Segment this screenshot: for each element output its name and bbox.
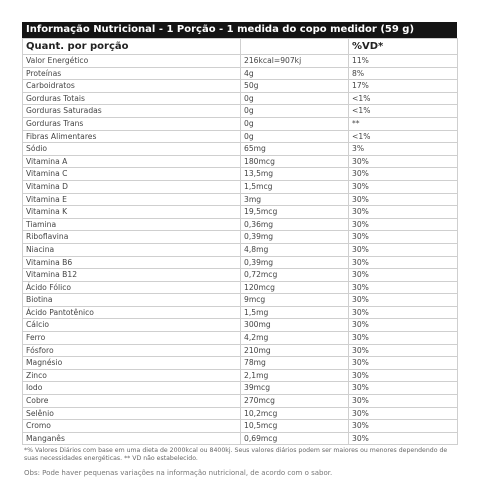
nutrient-name: Vitamina D [23, 180, 241, 193]
table-row [23, 256, 458, 269]
nutrient-name: Cálcio [23, 319, 241, 332]
nutrient-name: Ácido Fólico [23, 281, 241, 294]
nutrient-name: Vitamina C [23, 168, 241, 181]
nutrient-quantity: 216kcal=907kj [241, 55, 349, 68]
nutrient-quantity: 180mcg [241, 155, 349, 168]
nutrient-quantity: 78mg [241, 357, 349, 370]
nutrient-name: Gorduras Saturadas [23, 105, 241, 118]
nutrient-quantity: 0,36mg [241, 218, 349, 231]
nutrient-name: Riboflavina [23, 231, 241, 244]
nutrient-daily-value: 11% [349, 55, 458, 68]
nutrient-daily-value: 30% [349, 231, 458, 244]
header-serving-quantity: Quant. por porção [23, 39, 241, 55]
nutrient-quantity: 50g [241, 80, 349, 93]
nutrient-name: Cromo [23, 420, 241, 433]
nutrient-quantity: 120mcg [241, 281, 349, 294]
nutrient-daily-value: 30% [349, 407, 458, 420]
nutrient-name: Manganês [23, 432, 241, 445]
nutrient-daily-value: 30% [349, 319, 458, 332]
nutrient-quantity: 13,5mg [241, 168, 349, 181]
table-row [23, 269, 458, 282]
nutrient-quantity: 300mg [241, 319, 349, 332]
nutrient-daily-value: 30% [349, 369, 458, 382]
nutrient-quantity: 0g [241, 105, 349, 118]
table-row [23, 294, 458, 307]
nutrient-name: Vitamina B6 [23, 256, 241, 269]
nutrient-name: Gorduras Trans [23, 117, 241, 130]
nutrient-name: Selênio [23, 407, 241, 420]
table-row [23, 206, 458, 219]
table-row [23, 243, 458, 256]
nutrient-daily-value: 30% [349, 193, 458, 206]
table-row [23, 357, 458, 370]
nutrient-quantity: 4,8mg [241, 243, 349, 256]
nutrient-daily-value: 8% [349, 67, 458, 80]
nutrient-daily-value: 30% [349, 218, 458, 231]
nutrient-name: Ferro [23, 332, 241, 345]
table-row [23, 218, 458, 231]
nutrient-name: Vitamina E [23, 193, 241, 206]
nutrient-quantity: 1,5mcg [241, 180, 349, 193]
nutrient-name: Magnésio [23, 357, 241, 370]
table-row [23, 67, 458, 80]
nutrition-table [22, 38, 458, 445]
nutrient-quantity: 210mg [241, 344, 349, 357]
nutrient-name: Vitamina B12 [23, 269, 241, 282]
nutrient-daily-value: 30% [349, 155, 458, 168]
nutrient-quantity: 65mg [241, 143, 349, 156]
table-row [23, 155, 458, 168]
nutrient-daily-value: 17% [349, 80, 458, 93]
nutrient-name: Tiamina [23, 218, 241, 231]
table-row [23, 80, 458, 93]
nutrient-quantity: 0g [241, 92, 349, 105]
nutrient-quantity: 0g [241, 130, 349, 143]
table-row [23, 432, 458, 445]
nutrient-name: Iodo [23, 382, 241, 395]
nutrient-quantity: 2,1mg [241, 369, 349, 382]
table-row [23, 193, 458, 206]
nutrient-daily-value: 30% [349, 420, 458, 433]
nutrient-quantity: 19,5mcg [241, 206, 349, 219]
footnote: *% Valores Diários com base em uma dieta de 2000kcal ou 8400kj. Seus valores diários podem ser maiores ou menores dependendo de suas necessidades energéticas. ** VD não estabelecido. [24, 447, 448, 463]
table-row [23, 369, 458, 382]
table-row [23, 319, 458, 332]
nutrient-name: Ácido Pantotênico [23, 306, 241, 319]
nutrient-quantity: 4g [241, 67, 349, 80]
nutrient-quantity: 0,69mcg [241, 432, 349, 445]
header-daily-value: %VD* [349, 39, 458, 55]
nutrient-quantity: 39mcg [241, 382, 349, 395]
nutrient-name: Gorduras Totais [23, 92, 241, 105]
nutrient-quantity: 10,2mcg [241, 407, 349, 420]
table-row [23, 344, 458, 357]
nutrient-daily-value: <1% [349, 92, 458, 105]
observation-note: Obs: Pode haver pequenas variações na informação nutricional, de acordo com o sabor. [24, 469, 333, 478]
nutrient-name: Biotina [23, 294, 241, 307]
table-row [23, 420, 458, 433]
nutrient-daily-value: 30% [349, 357, 458, 370]
table-row [23, 382, 458, 395]
table-row [23, 407, 458, 420]
nutrient-name: Cobre [23, 395, 241, 408]
nutrient-name: Vitamina A [23, 155, 241, 168]
table-row [23, 281, 458, 294]
nutrient-daily-value: 30% [349, 344, 458, 357]
table-row [23, 117, 458, 130]
nutrient-daily-value: 30% [349, 256, 458, 269]
nutrient-daily-value: 30% [349, 269, 458, 282]
table-row [23, 332, 458, 345]
table-row [23, 92, 458, 105]
nutrient-daily-value: 30% [349, 382, 458, 395]
nutrient-daily-value: <1% [349, 130, 458, 143]
nutrient-daily-value: 30% [349, 281, 458, 294]
nutrient-name: Zinco [23, 369, 241, 382]
nutrient-daily-value: ** [349, 117, 458, 130]
nutrient-daily-value: 30% [349, 294, 458, 307]
table-row [23, 395, 458, 408]
table-row [23, 130, 458, 143]
table-row [23, 231, 458, 244]
nutrient-name: Carboidratos [23, 80, 241, 93]
nutrient-daily-value: 30% [349, 206, 458, 219]
nutrient-quantity: 0,39mg [241, 231, 349, 244]
table-row [23, 143, 458, 156]
nutrient-quantity: 9mcg [241, 294, 349, 307]
nutrient-quantity: 3mg [241, 193, 349, 206]
nutrient-daily-value: <1% [349, 105, 458, 118]
nutrient-quantity: 4,2mg [241, 332, 349, 345]
nutrient-name: Sódio [23, 143, 241, 156]
nutrient-name: Proteínas [23, 67, 241, 80]
table-title: Informação Nutricional - 1 Porção - 1 medida do copo medidor (59 g) [22, 22, 457, 38]
nutrient-daily-value: 30% [349, 180, 458, 193]
nutrient-name: Vitamina K [23, 206, 241, 219]
table-row [23, 168, 458, 181]
table-header-row [23, 39, 458, 55]
nutrient-quantity: 10,5mcg [241, 420, 349, 433]
table-row [23, 105, 458, 118]
nutrient-daily-value: 30% [349, 432, 458, 445]
nutrient-daily-value: 30% [349, 332, 458, 345]
table-row [23, 55, 458, 68]
nutrient-quantity: 0,39mg [241, 256, 349, 269]
nutrient-name: Valor Energético [23, 55, 241, 68]
nutrient-name: Fibras Alimentares [23, 130, 241, 143]
nutrient-quantity: 0,72mcg [241, 269, 349, 282]
nutrient-daily-value: 30% [349, 306, 458, 319]
nutrient-daily-value: 30% [349, 243, 458, 256]
header-amount [241, 39, 349, 55]
nutrient-name: Fósforo [23, 344, 241, 357]
table-row [23, 306, 458, 319]
nutrient-daily-value: 30% [349, 395, 458, 408]
nutrient-quantity: 1,5mg [241, 306, 349, 319]
nutrient-daily-value: 3% [349, 143, 458, 156]
nutrient-daily-value: 30% [349, 168, 458, 181]
nutrition-facts-panel [22, 22, 457, 477]
nutrient-quantity: 270mcg [241, 395, 349, 408]
nutrient-quantity: 0g [241, 117, 349, 130]
table-row [23, 180, 458, 193]
nutrient-name: Niacina [23, 243, 241, 256]
